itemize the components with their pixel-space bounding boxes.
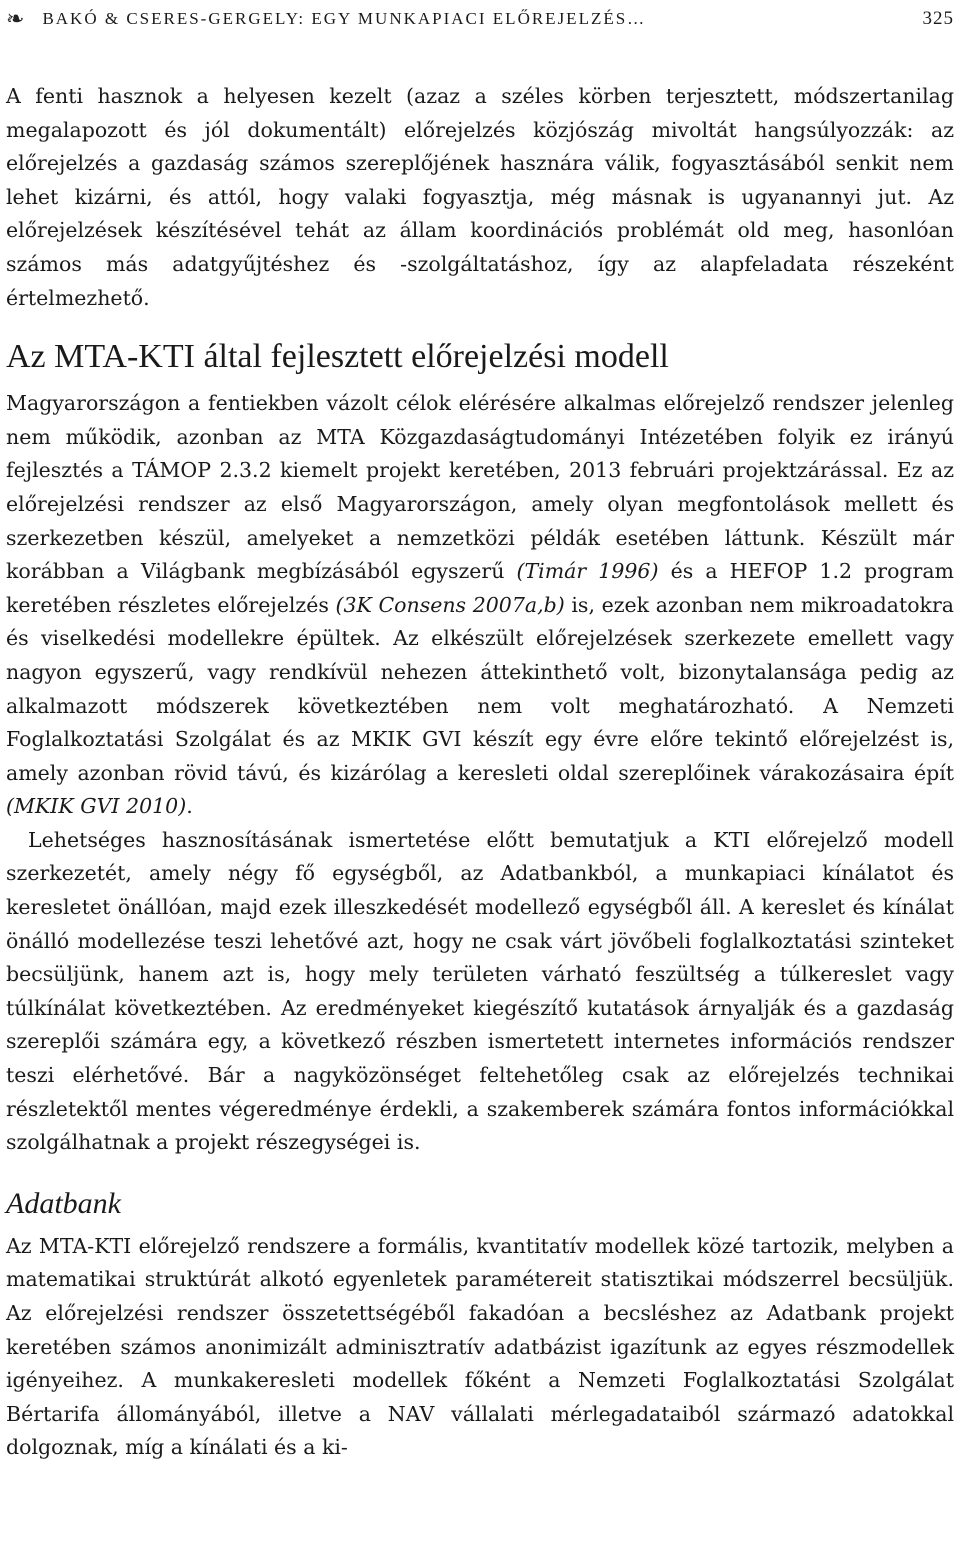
model-paragraph-2: Lehetséges hasznosításának ismertetése előtt bemutatjuk a KTI előrejelző modell szerkezetét, amely négy fő egységből, az Adatbankból, a munkapiaci kínálatot és keresletet önállóan, majd ezek illeszkedését modellező egységből áll. A kereslet és kínálat önálló modellezése teszi lehetővé azt, hogy ne csak várt jövőbeli foglalkoztatási szinteket becsüljünk, hanem azt is, hogy mely területen várható feszültség a túlkereslet vagy túlkínálat következtében. Az eredményeket kiegészítő kutatások árnyalják és a gazdaság szereplői számára egy, a következő részben ismertetett internetes információs rendszer teszi elérhetővé. Bár a nagyközönséget feltehetőleg csak az előrejelzés technikai részletektől mentes végeredménye érdekli, a szakemberek számára fontos információkkal szolgálhatnak a projekt részegységei is. [6, 827, 954, 1155]
article-body [6, 80, 954, 1465]
text-run: . [186, 794, 193, 819]
section-heading-adatbank: Adatbank [6, 1186, 121, 1220]
running-head [6, 6, 954, 32]
citation-mkik-gvi: (MKIK GVI 2010) [6, 794, 187, 819]
page-number: 325 [922, 8, 954, 29]
section-heading-model: Az MTA-KTI által fejlesztett előrejelzési modell [6, 338, 669, 376]
intro-paragraph: A fenti hasznok a helyesen kezelt (azaz a széles körben terjesztett, módszertanilag megalapozott és jól dokumentált) előrejelzés közjószág mivoltát hangsúlyozzák: az előrejelzés a gazdaság számos szereplőjének hasznára válik, fogyasztásából senkit nem lehet kizárni, és attól, hogy valaki fogyasztja, még másnak is ugyanannyi jut. Az előrejelzések készítésével tehát az állam koordinációs problémát old meg, hasonlóan számos más adatgyűjtéshez és -szolgáltatáshoz, így az alapfeladata részeként értelmezhető. [6, 84, 954, 310]
running-head-title: BAKÓ & CSERES-GERGELY: EGY MUNKAPIACI ELŐREJELZÉS… [42, 9, 647, 28]
model-paragraph-1 [6, 387, 954, 824]
text-run: is, ezek azonban nem mikroadatokra és viselkedési modellekre épültek. Az elkészült előrejelzések szerkezete emellett vagy nagyon egyszerű, vagy rendkívül nehezen áttekinthető volt, bizonytalansága pedig az alkalmazott módszerek következtében nem volt meghatározható. A Nemzeti Foglalkoztatási Szolgálat és az MKIK GVI készít egy évre előre tekintő előrejelzést is, amely azonban rövid távú, és kizárólag a keresleti oldal szereplőinek várakozásaira épít [6, 592, 954, 785]
citation-3k-consens: (3K Consens 2007a,b) [335, 592, 565, 617]
fleuron-icon: ❧ [6, 6, 25, 31]
citation-timar: (Timár 1996) [516, 559, 659, 584]
text-run: és a HEFOP 1.2 program keretében részletes előrejelzés [6, 559, 954, 617]
text-run: Magyarországon a fentiekben vázolt célok elérésére alkalmas előrejelző rendszer jelenleg nem működik, azonban az MTA Közgazdaságtudományi Intézetében folyik ez irányú fejlesztés a TÁMOP 2.3.2 kiemelt projekt keretében, 2013 februári projektzárással. Ez az előrejelzési rendszer az első Magyarországon, amely olyan megfontolások mellett és szerkezetben készül, amelyeket a nemzetközi példák esetében láttunk. Készült már korábban a Világbank megbízásából egyszerű [6, 391, 954, 584]
adatbank-paragraph: Az MTA-KTI előrejelző rendszere a formális, kvantitatív modellek közé tartozik, melyben a matematikai struktúrát alkotó egyenletek paramétereit statisztikai módszerrel becsüljük. Az előrejelzési rendszer összetettségéből fakadóan a becsléshez az Adatbank projekt keretében számos anonimizált adminisztratív adatbázist igazítunk az egyes részmodellek igényeihez. A munkakeresleti modellek főként a Nemzeti Foglalkoztatási Szolgálat Bértarifa állományából, illetve a NAV vállalati mérlegadataiból származó adatokkal dolgoznak, míg a kínálati és a ki- [6, 1233, 954, 1460]
